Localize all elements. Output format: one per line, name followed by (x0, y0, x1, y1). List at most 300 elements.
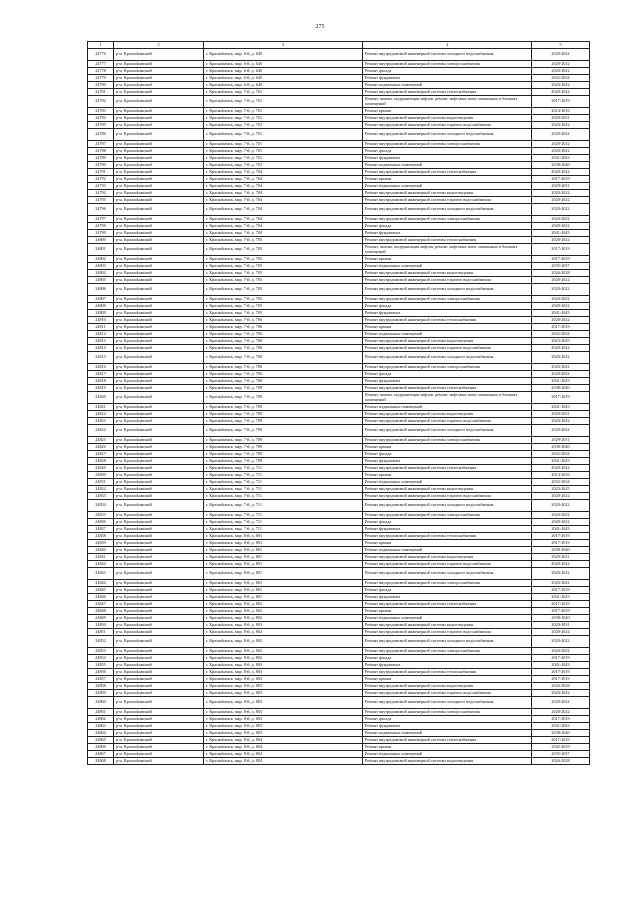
district-cell: р-н. Красноkамский (114, 587, 204, 594)
row-number-cell: 24811 (88, 324, 114, 331)
district-cell: р-н. Красноkамский (114, 758, 204, 765)
address-cell: г. Красноkамск, мкр. 7-й, д. 704 (204, 183, 363, 190)
address-cell: г. Красноkамск, мкр. 7-й, д. 705 (204, 244, 363, 256)
period-cell: 2020-2022 (532, 697, 590, 709)
table-row (88, 129, 590, 141)
district-cell: р-н. Красноkамский (114, 216, 204, 223)
work-type-cell: Ремонт фасада (363, 148, 532, 155)
table-row (88, 451, 590, 458)
work-type-cell: Ремонт внутридомовой инженерной системы холодного водоснабжения (363, 284, 532, 296)
period-cell: 2020-2022 (532, 709, 590, 716)
row-number-cell: 24801 (88, 244, 114, 256)
address-cell: г. Красноkамск, мкр. 7-й, д. 701 (204, 162, 363, 169)
row-number-cell: 24861 (88, 709, 114, 716)
row-number-cell: 24781 (88, 89, 114, 96)
district-cell: р-н. Красноkамский (114, 540, 204, 547)
row-number-cell: 24855 (88, 662, 114, 669)
column-header-5: 5 (532, 42, 590, 49)
table-row (88, 561, 590, 568)
table-row (88, 554, 590, 561)
row-number-cell: 24782 (88, 96, 114, 108)
row-number-cell: 24839 (88, 540, 114, 547)
table-row (88, 751, 590, 758)
district-cell: р-н. Красноkамский (114, 594, 204, 601)
period-cell: 2041-2043 (532, 594, 590, 601)
address-cell: г. Красноkамск, мкр. 8-й, д. 801 (204, 587, 363, 594)
address-cell: г. Красноkамск, мкр. 8-й, д. 801 (204, 547, 363, 554)
address-cell: г. Красноkамск, мкр. 7-й, д. 705 (204, 296, 363, 303)
table-row (88, 737, 590, 744)
district-cell: р-н. Красноkамский (114, 404, 204, 411)
address-cell: г. Красноkамск, мкр. 7-й, д. 705 (204, 270, 363, 277)
period-cell: 2020-2022 (532, 512, 590, 519)
district-cell: р-н. Красноkамский (114, 96, 204, 108)
row-number-cell: 24844 (88, 580, 114, 587)
period-cell: 2020-2022 (532, 418, 590, 425)
work-type-cell: Ремонт внутридомовой инженерной системы водоотведения (363, 622, 532, 629)
row-number-cell: 24826 (88, 444, 114, 451)
period-cell: 2023-2025 (532, 486, 590, 493)
row-number-cell: 24797 (88, 216, 114, 223)
row-number-cell: 24822 (88, 411, 114, 418)
work-type-cell: Ремонт внутридомовой инженерной системы горячего водоснабжения (363, 122, 532, 129)
work-type-cell: Ремонт крыши (363, 608, 532, 615)
row-number-cell: 24851 (88, 629, 114, 636)
work-type-cell: Ремонт, замена, модернизация лифтов, ремонт лифтовых шахт, машинных и блочных помещений (363, 96, 532, 108)
work-type-cell: Ремонт подвальных помещений (363, 730, 532, 737)
table-row (88, 486, 590, 493)
address-cell: г. Красноkамск, мкр. 8-й, д. 802 (204, 601, 363, 608)
work-type-cell: Ремонт внутридомовой инженерной системы теплоснабжения (363, 533, 532, 540)
period-cell: 2026-2028 (532, 683, 590, 690)
district-cell: р-н. Красноkамский (114, 418, 204, 425)
district-cell: р-н. Красноkамский (114, 129, 204, 141)
district-cell: р-н. Красноkамский (114, 601, 204, 608)
table-row (88, 183, 590, 190)
work-type-cell: Ремонт внутридомовой инженерной системы холодного водоснабжения (363, 697, 532, 709)
address-cell: г. Красноkамск, мкр. 7-й, д. 706 (204, 364, 363, 371)
address-cell: г. Красноkамск, мкр. 8-й, д. 803 (204, 716, 363, 723)
period-cell: 2020-2022 (532, 277, 590, 284)
table-row (88, 425, 590, 437)
district-cell: р-н. Красноkамский (114, 519, 204, 526)
district-cell: р-н. Красноkамский (114, 148, 204, 155)
address-cell: г. Красноkамск, мкр. 7-й, д. 704 (204, 169, 363, 176)
work-type-cell: Ремонт внутридомовой инженерной системы электроснабжения (363, 709, 532, 716)
address-cell: г. Красноkамск, мкр. 7-й, д. 706 (204, 345, 363, 352)
table-row (88, 601, 590, 608)
table-row (88, 317, 590, 324)
address-cell: г. Красноkамск, мкр. 7-й, д. 709 (204, 392, 363, 404)
district-cell: р-н. Красноkамский (114, 378, 204, 385)
row-number-cell: 24845 (88, 587, 114, 594)
row-number-cell: 24852 (88, 636, 114, 648)
district-cell: р-н. Красноkамский (114, 669, 204, 676)
work-type-cell: Ремонт внутридомовой инженерной системы электроснабжения (363, 364, 532, 371)
district-cell: р-н. Красноkамский (114, 662, 204, 669)
district-cell: р-н. Красноkамский (114, 392, 204, 404)
work-type-cell: Ремонт внутридомовой инженерной системы теплоснабжения (363, 465, 532, 472)
work-type-cell: Ремонт фасада (363, 223, 532, 230)
table-row (88, 331, 590, 338)
row-number-cell: 24866 (88, 744, 114, 751)
district-cell: р-н. Красноkамский (114, 744, 204, 751)
period-cell: 2029-2031 (532, 411, 590, 418)
row-number-cell: 24786 (88, 129, 114, 141)
period-cell: 2038-2040 (532, 444, 590, 451)
row-number-cell: 24853 (88, 648, 114, 655)
work-type-cell: Ремонт фундамента (363, 378, 532, 385)
table-row (88, 364, 590, 371)
address-cell: г. Красноkамск, мкр. 7-й, д. 704 (204, 190, 363, 197)
address-cell: г. Красноkамск, мкр. 8-й, д. 802 (204, 662, 363, 669)
district-cell: р-н. Красноkамский (114, 183, 204, 190)
work-type-cell: Ремонт внутридомовой инженерной системы электроснабжения (363, 437, 532, 444)
row-number-cell: 24827 (88, 451, 114, 458)
row-number-cell: 24778 (88, 68, 114, 75)
period-cell: 2020-2022 (532, 568, 590, 580)
period-cell: 2020-2022 (532, 296, 590, 303)
period-cell: 2020-2022 (532, 49, 590, 61)
work-type-cell: Ремонт внутридомовой инженерной системы водоотведения (363, 338, 532, 345)
row-number-cell: 24817 (88, 371, 114, 378)
address-cell: г. Красноkамск, мкр. 7-й, д. 709 (204, 458, 363, 465)
address-cell: г. Красноkамск, мкр. 8-й, д. 803 (204, 730, 363, 737)
district-cell: р-н. Красноkамский (114, 629, 204, 636)
row-number-cell: 24780 (88, 82, 114, 89)
table-row (88, 636, 590, 648)
period-cell: 2038-2040 (532, 730, 590, 737)
address-cell: г. Красноkамск, мкр. 7-й, д. 711 (204, 512, 363, 519)
district-cell: р-н. Красноkамский (114, 284, 204, 296)
address-cell: г. Красноkамск, мкр. 7-й, д. 704 (204, 216, 363, 223)
table-row (88, 411, 590, 418)
period-cell: 2014-2016 (532, 472, 590, 479)
period-cell: 2017-2019 (532, 655, 590, 662)
period-cell: 2017-2019 (532, 324, 590, 331)
table-row (88, 284, 590, 296)
district-cell: р-н. Красноkамский (114, 622, 204, 629)
period-cell: 2017-2019 (532, 587, 590, 594)
address-cell: г. Красноkамск, мкр. 7-й, д. 704 (204, 197, 363, 204)
district-cell: р-н. Красноkамский (114, 223, 204, 230)
row-number-cell: 24859 (88, 690, 114, 697)
work-type-cell: Ремонт внутридомовой инженерной системы холодного водоснабжения (363, 49, 532, 61)
period-cell: 2014-2016 (532, 108, 590, 115)
table-row (88, 418, 590, 425)
table-row (88, 526, 590, 533)
row-number-cell: 24805 (88, 277, 114, 284)
row-number-cell: 24836 (88, 519, 114, 526)
table-row (88, 169, 590, 176)
work-type-cell: Ремонт фундамента (363, 594, 532, 601)
period-cell: 2020-2022 (532, 500, 590, 512)
work-type-cell: Ремонт фундамента (363, 230, 532, 237)
period-cell: 2020-2022 (532, 519, 590, 526)
district-cell: р-н. Красноkамский (114, 465, 204, 472)
table-row (88, 730, 590, 737)
row-number-cell: 24849 (88, 615, 114, 622)
work-type-cell: Ремонт внутридомовой инженерной системы электроснабжения (363, 512, 532, 519)
period-cell: 2029-2031 (532, 554, 590, 561)
row-number-cell: 24863 (88, 723, 114, 730)
row-number-cell: 24803 (88, 263, 114, 270)
row-number-cell: 24783 (88, 108, 114, 115)
work-type-cell: Ремонт внутридомовой инженерной системы электроснабжения (363, 296, 532, 303)
row-number-cell: 24830 (88, 472, 114, 479)
address-cell: г. Красноkамск, мкр. 6-й, д. 640 (204, 82, 363, 89)
table-row (88, 115, 590, 122)
work-type-cell: Ремонт внутридомовой инженерной системы водоотведения (363, 683, 532, 690)
work-type-cell: Ремонт внутридомовой инженерной системы водоотведения (363, 115, 532, 122)
district-cell: р-н. Красноkамский (114, 244, 204, 256)
period-cell: 2041-2043 (532, 458, 590, 465)
row-number-cell: 24837 (88, 526, 114, 533)
row-number-cell: 24790 (88, 162, 114, 169)
table-row (88, 465, 590, 472)
district-cell: р-н. Красноkамский (114, 554, 204, 561)
table-body (88, 49, 590, 765)
work-type-cell: Ремонт внутридомовой инженерной системы водоотведения (363, 411, 532, 418)
table-row (88, 437, 590, 444)
row-number-cell: 24806 (88, 284, 114, 296)
address-cell: г. Красноkамск, мкр. 7-й, д. 705 (204, 310, 363, 317)
district-cell: р-н. Красноkамский (114, 533, 204, 540)
row-number-cell: 24800 (88, 237, 114, 244)
table-row (88, 690, 590, 697)
work-type-cell: Ремонт крыши (363, 176, 532, 183)
district-cell: р-н. Красноkамский (114, 676, 204, 683)
work-type-cell: Ремонт крыши (363, 108, 532, 115)
district-cell: р-н. Красноkамский (114, 568, 204, 580)
table-row (88, 580, 590, 587)
district-cell: р-н. Красноkамский (114, 197, 204, 204)
address-cell: г. Красноkамск, мкр. 8-й, д. 803 (204, 723, 363, 730)
row-number-cell: 24842 (88, 561, 114, 568)
work-type-cell: Ремонт крыши (363, 540, 532, 547)
table-row (88, 256, 590, 263)
address-cell: г. Красноkамск, мкр. 8-й, д. 801 (204, 554, 363, 561)
district-cell: р-н. Красноkамский (114, 425, 204, 437)
row-number-cell: 24850 (88, 622, 114, 629)
work-type-cell: Ремонт внутридомовой инженерной системы электроснабжения (363, 141, 532, 148)
row-number-cell: 24802 (88, 256, 114, 263)
table-row (88, 96, 590, 108)
address-cell: г. Красноkамск, мкр. 7-й, д. 711 (204, 479, 363, 486)
period-cell: 2017-2019 (532, 392, 590, 404)
period-cell: 2041-2043 (532, 404, 590, 411)
district-cell: р-н. Красноkамский (114, 526, 204, 533)
address-cell: г. Красноkамск, мкр. 8-й, д. 801 (204, 533, 363, 540)
district-cell: р-н. Красноkамский (114, 472, 204, 479)
work-type-cell: Ремонт подвальных помещений (363, 183, 532, 190)
table-row (88, 324, 590, 331)
table-row (88, 519, 590, 526)
work-type-cell: Ремонт внутридомовой инженерной системы электроснабжения (363, 61, 532, 68)
address-cell: г. Красноkамск, мкр. 8-й, д. 802 (204, 622, 363, 629)
address-cell: г. Красноkамск, мкр. 7-й, д. 706 (204, 324, 363, 331)
row-number-cell: 24813 (88, 338, 114, 345)
row-number-cell: 24828 (88, 458, 114, 465)
address-cell: г. Красноkамск, мкр. 7-й, д. 705 (204, 237, 363, 244)
district-cell: р-н. Красноkамский (114, 615, 204, 622)
district-cell: р-н. Красноkамский (114, 437, 204, 444)
district-cell: р-н. Красноkамский (114, 169, 204, 176)
row-number-cell: 24784 (88, 115, 114, 122)
row-number-cell: 24848 (88, 608, 114, 615)
row-number-cell: 24793 (88, 183, 114, 190)
work-type-cell: Ремонт подвальных помещений (363, 751, 532, 758)
address-cell: г. Красноkамск, мкр. 8-й, д. 802 (204, 615, 363, 622)
row-number-cell: 24798 (88, 223, 114, 230)
address-cell: г. Красноkамск, мкр. 8-й, д. 804 (204, 758, 363, 765)
period-cell: 2020-2022 (532, 68, 590, 75)
period-cell: 2038-2040 (532, 547, 590, 554)
row-number-cell: 24829 (88, 465, 114, 472)
row-number-cell: 24810 (88, 317, 114, 324)
district-cell: р-н. Красноkамский (114, 277, 204, 284)
period-cell: 2017-2019 (532, 256, 590, 263)
district-cell: р-н. Красноkамский (114, 89, 204, 96)
row-number-cell: 24862 (88, 716, 114, 723)
period-cell: 2032-2034 (532, 479, 590, 486)
work-type-cell: Ремонт внутридомовой инженерной системы горячего водоснабжения (363, 493, 532, 500)
row-number-cell: 24823 (88, 418, 114, 425)
address-cell: г. Красноkамск, мкр. 7-й, д. 705 (204, 303, 363, 310)
work-type-cell: Ремонт внутридомовой инженерной системы холодного водоснабжения (363, 129, 532, 141)
district-cell: р-н. Красноkамский (114, 141, 204, 148)
table-row (88, 608, 590, 615)
address-cell: г. Красноkамск, мкр. 7-й, д. 709 (204, 404, 363, 411)
address-cell: г. Красноkамск, мкр. 7-й, д. 709 (204, 418, 363, 425)
row-number-cell: 24820 (88, 392, 114, 404)
row-number-cell: 24779 (88, 75, 114, 82)
work-type-cell: Ремонт крыши (363, 472, 532, 479)
period-cell: 2020-2022 (532, 493, 590, 500)
period-cell: 2035-2037 (532, 263, 590, 270)
district-cell: р-н. Красноkамский (114, 190, 204, 197)
table-row (88, 216, 590, 223)
district-cell: р-н. Красноkамский (114, 162, 204, 169)
district-cell: р-н. Красноkамский (114, 155, 204, 162)
district-cell: р-н. Красноkамский (114, 108, 204, 115)
district-cell: р-н. Красноkамский (114, 68, 204, 75)
row-number-cell: 24816 (88, 364, 114, 371)
district-cell: р-н. Красноkамский (114, 82, 204, 89)
work-type-cell: Ремонт внутридомовой инженерной системы горячего водоснабжения (363, 418, 532, 425)
work-type-cell: Ремонт внутридомовой инженерной системы холодного водоснабжения (363, 568, 532, 580)
district-cell: р-н. Красноkамский (114, 49, 204, 61)
row-number-cell: 24833 (88, 493, 114, 500)
period-cell: 2020-2022 (532, 122, 590, 129)
row-number-cell: 24846 (88, 594, 114, 601)
table-row (88, 458, 590, 465)
address-cell: г. Красноkамск, мкр. 8-й, д. 803 (204, 669, 363, 676)
work-type-cell: Ремонт фасада (363, 519, 532, 526)
work-type-cell: Ремонт фасада (363, 303, 532, 310)
work-type-cell: Ремонт фундамента (363, 75, 532, 82)
address-cell: г. Красноkамск, мкр. 7-й, д. 701 (204, 148, 363, 155)
address-cell: г. Красноkамск, мкр. 7-й, д. 701 (204, 122, 363, 129)
address-cell: г. Красноkамск, мкр. 7-й, д. 704 (204, 176, 363, 183)
period-cell: 2020-2022 (532, 204, 590, 216)
row-number-cell: 24794 (88, 190, 114, 197)
row-number-cell: 24835 (88, 512, 114, 519)
address-cell: г. Красноkамск, мкр. 8-й, д. 801 (204, 561, 363, 568)
address-cell: г. Красноkамск, мкр. 8-й, д. 802 (204, 648, 363, 655)
table-row (88, 237, 590, 244)
address-cell: г. Красноkамск, мкр. 7-й, д. 701 (204, 115, 363, 122)
table-row (88, 162, 590, 169)
table-row (88, 122, 590, 129)
period-cell: 2020-2022 (532, 345, 590, 352)
period-cell: 2020-2022 (532, 190, 590, 197)
work-type-cell: Ремонт фасада (363, 716, 532, 723)
table-row (88, 697, 590, 709)
district-cell: р-н. Красноkамский (114, 115, 204, 122)
district-cell: р-н. Красноkамский (114, 547, 204, 554)
address-cell: г. Красноkамск, мкр. 8-й, д. 801 (204, 568, 363, 580)
table-row (88, 89, 590, 96)
address-cell: г. Красноkамск, мкр. 7-й, д. 705 (204, 256, 363, 263)
row-number-cell: 24834 (88, 500, 114, 512)
work-type-cell: Ремонт внутридомовой инженерной системы горячего водоснабжения (363, 629, 532, 636)
address-cell: г. Красноkамск, мкр. 8-й, д. 804 (204, 744, 363, 751)
period-cell: 2020-2022 (532, 141, 590, 148)
address-cell: г. Красноkамск, мкр. 7-й, д. 709 (204, 451, 363, 458)
work-type-cell: Ремонт внутридомовой инженерной системы горячего водоснабжения (363, 197, 532, 204)
address-cell: г. Красноkамск, мкр. 7-й, д. 701 (204, 141, 363, 148)
row-number-cell: 24821 (88, 404, 114, 411)
district-cell: р-н. Красноkамский (114, 697, 204, 709)
period-cell: 2017-2019 (532, 676, 590, 683)
address-cell: г. Красноkамск, мкр. 8-й, д. 803 (204, 697, 363, 709)
address-cell: г. Красноkамск, мкр. 7-й, д. 701 (204, 129, 363, 141)
district-cell: р-н. Красноkамский (114, 61, 204, 68)
address-cell: г. Красноkамск, мкр. 7-й, д. 704 (204, 204, 363, 216)
table-row (88, 141, 590, 148)
district-cell: р-н. Красноkамский (114, 237, 204, 244)
period-cell: 2020-2022 (532, 284, 590, 296)
row-number-cell: 24840 (88, 547, 114, 554)
work-type-cell: Ремонт внутридомовой инженерной системы холодного водоснабжения (363, 204, 532, 216)
work-type-cell: Ремонт внутридомовой инженерной системы холодного водоснабжения (363, 352, 532, 364)
address-cell: г. Красноkамск, мкр. 7-й, д. 709 (204, 411, 363, 418)
address-cell: г. Красноkамск, мкр. 8-й, д. 801 (204, 540, 363, 547)
work-type-cell: Ремонт фундамента (363, 155, 532, 162)
table-row (88, 303, 590, 310)
row-number-cell: 24832 (88, 486, 114, 493)
address-cell: г. Красноkамск, мкр. 8-й, д. 803 (204, 690, 363, 697)
period-cell: 2020-2022 (532, 690, 590, 697)
work-type-cell: Ремонт внутридомовой инженерной системы холодного водоснабжения (363, 636, 532, 648)
period-cell: 2035-2037 (532, 751, 590, 758)
district-cell: р-н. Красноkамский (114, 371, 204, 378)
row-number-cell: 24789 (88, 155, 114, 162)
work-type-cell: Ремонт подвальных помещений (363, 547, 532, 554)
row-number-cell: 24812 (88, 331, 114, 338)
district-cell: р-н. Красноkамский (114, 204, 204, 216)
period-cell: 2041-2043 (532, 378, 590, 385)
row-number-cell: 24847 (88, 601, 114, 608)
address-cell: г. Красноkамск, мкр. 7-й, д. 711 (204, 486, 363, 493)
address-cell: г. Красноkамск, мкр. 7-й, д. 709 (204, 425, 363, 437)
district-cell: р-н. Красноkамский (114, 493, 204, 500)
work-type-cell: Ремонт внутридомовой инженерной системы горячего водоснабжения (363, 690, 532, 697)
page-number: 275 (315, 24, 325, 30)
work-type-cell: Ремонт внутридомовой инженерной системы водоотведения (363, 190, 532, 197)
district-cell: р-н. Красноkамский (114, 655, 204, 662)
